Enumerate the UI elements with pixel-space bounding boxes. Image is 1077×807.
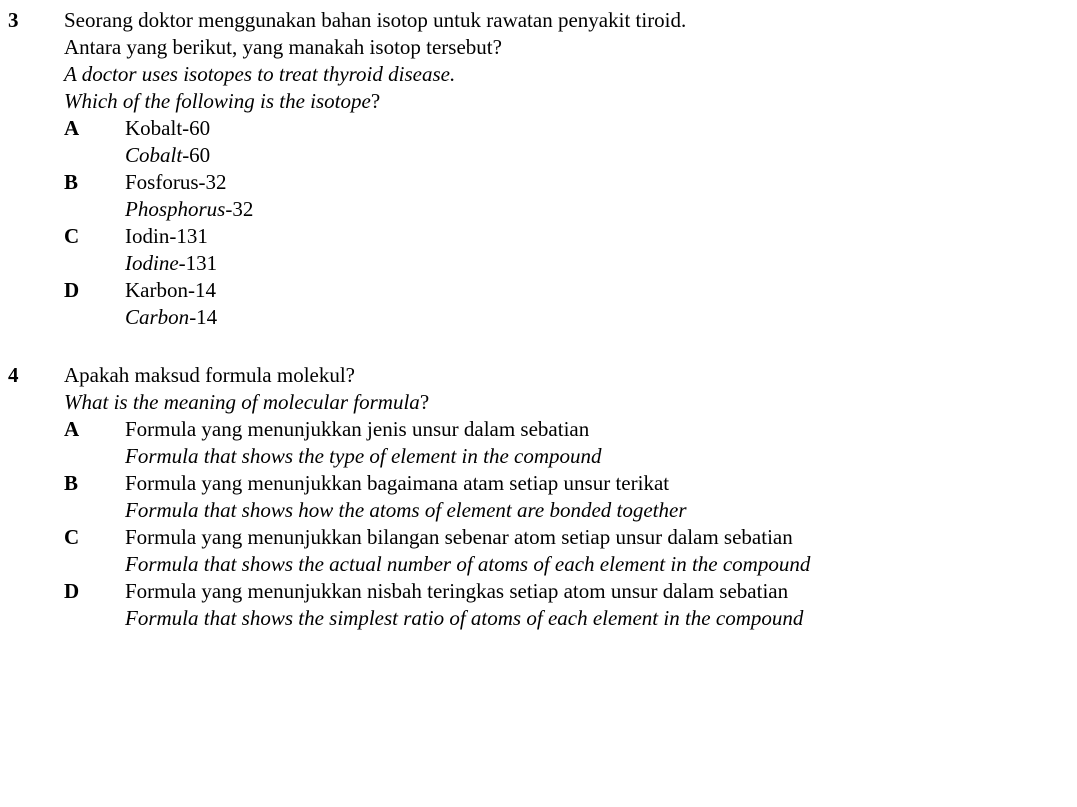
option-malay: Fosforus-32 (125, 170, 227, 194)
option-b[interactable] (0, 470, 1077, 524)
option-letter: A (64, 417, 80, 441)
stem-punct: ? (370, 89, 381, 113)
option-letter: B (64, 471, 79, 495)
stem-malay: Apakah maksud formula molekul? (64, 363, 356, 387)
option-english: Formula that shows the actual number of atoms of each element in the compound (125, 552, 811, 576)
option-malay: Kobalt-60 (125, 116, 211, 140)
option-a[interactable] (0, 416, 1077, 470)
option-letter: C (64, 525, 80, 549)
option-english-tail: -14 (189, 305, 218, 329)
option-english: Cobalt (125, 143, 183, 167)
question-number: 4 (8, 363, 19, 387)
stem-punct: ? (419, 390, 430, 414)
stem-english: Which of the following is the isotope (64, 89, 371, 113)
option-english-tail: -131 (178, 251, 218, 275)
stem-malay: Seorang doktor menggunakan bahan isotop untuk rawatan penyakit tiroid. (64, 8, 687, 32)
option-a[interactable] (0, 115, 1077, 169)
option-english: Carbon (125, 305, 190, 329)
option-letter: D (64, 278, 80, 302)
option-malay: Iodin-131 (125, 224, 208, 248)
option-malay: Formula yang menunjukkan nisbah teringkas setiap atom unsur dalam sebatian (125, 579, 789, 603)
option-malay: Karbon-14 (125, 278, 216, 302)
question-3 (0, 7, 1077, 331)
option-c[interactable] (0, 524, 1077, 578)
question-number: 3 (8, 8, 19, 32)
option-english-tail: -60 (182, 143, 211, 167)
option-b[interactable] (0, 169, 1077, 223)
option-english: Formula that shows how the atoms of element are bonded together (125, 498, 687, 522)
option-english: Formula that shows the type of element in the compound (125, 444, 602, 468)
option-english: Formula that shows the simplest ratio of atoms of each element in the compound (125, 606, 804, 630)
option-letter: A (64, 116, 80, 140)
option-d[interactable] (0, 578, 1077, 632)
option-d[interactable] (0, 277, 1077, 331)
question-4 (0, 362, 1077, 632)
stem-english: What is the meaning of molecular formula (64, 390, 420, 414)
option-malay: Formula yang menunjukkan bilangan sebenar atom setiap unsur dalam sebatian (125, 525, 793, 549)
stem-english: A doctor uses isotopes to treat thyroid disease. (64, 62, 456, 86)
option-malay: Formula yang menunjukkan bagaimana atam setiap unsur terikat (125, 471, 670, 495)
option-english: Iodine (125, 251, 179, 275)
option-english: Phosphorus (125, 197, 226, 221)
option-malay: Formula yang menunjukkan jenis unsur dalam sebatian (125, 417, 590, 441)
stem-malay: Antara yang berikut, yang manakah isotop tersebut? (64, 35, 502, 59)
option-letter: B (64, 170, 79, 194)
option-letter: D (64, 579, 80, 603)
option-letter: C (64, 224, 80, 248)
option-c[interactable] (0, 223, 1077, 277)
option-english-tail: -32 (225, 197, 254, 221)
